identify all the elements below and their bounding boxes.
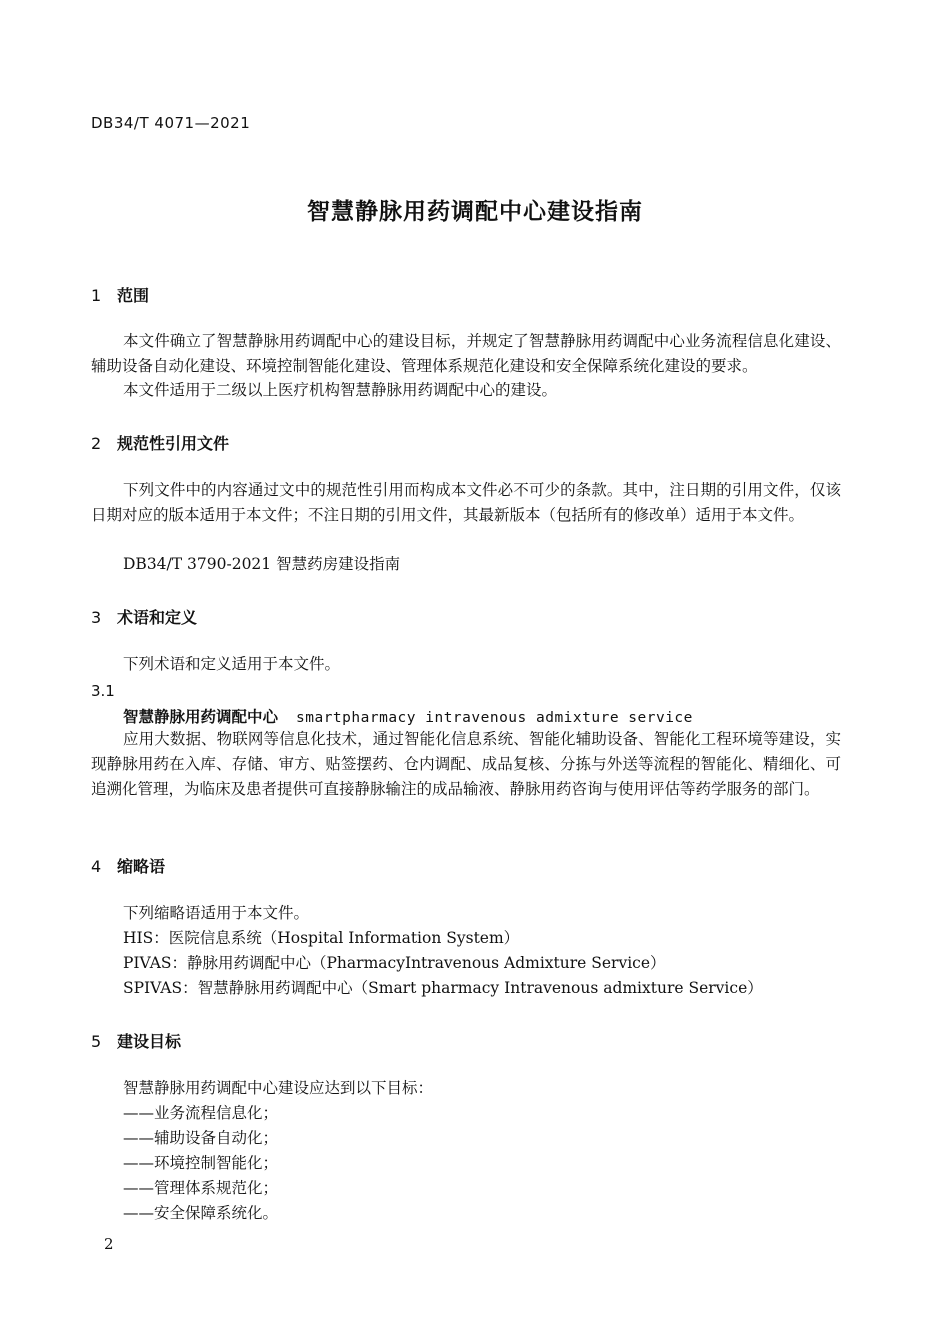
paragraph-references: 下列文件中的内容通过文中的规范性引用而构成本文件必不可少的条款。其中，注日期的引用文件，仅该日期对应的版本适用于本文件；不注日期的引用文件，其最新版本（包括所有的修改单）适用于本文件。 — [91, 481, 841, 524]
section-number: 1 — [91, 286, 102, 305]
paragraph-scope-2: 本文件适用于二级以上医疗机构智慧静脉用药调配中心的建设。 — [123, 381, 558, 399]
goals-intro: 智慧静脉用药调配中心建设应达到以下目标： — [123, 1079, 434, 1097]
goal-item: ——环境控制智能化； — [123, 1154, 279, 1172]
section-title: 范围 — [117, 286, 150, 305]
section-title: 术语和定义 — [117, 608, 198, 627]
section-number: 3 — [91, 608, 102, 627]
abbr-pivas: PIVAS：静脉用药调配中心（PharmacyIntravenous Admixture Service） — [123, 954, 666, 972]
term-definition: 应用大数据、物联网等信息化技术，通过智能化信息系统、智能化辅助设备、智能化工程环境等建设，实现静脉用药在入库、存储、审方、贴签摆药、仓内调配、成品复核、分拣与外送等流程的智能化、精细化、可追溯化管理，为临床及患者提供可直接静脉输注的成品输液、静脉用药咨询与使用评估等药学服务的部门。 — [91, 730, 841, 798]
document-code: DB34/T 4071—2021 — [91, 114, 251, 132]
section-title: 规范性引用文件 — [117, 434, 230, 453]
section-number: 2 — [91, 434, 102, 453]
goal-item: ——辅助设备自动化； — [123, 1129, 279, 1147]
section-heading-4 — [91, 854, 165, 877]
subsection-number: 3.1 — [91, 682, 115, 700]
term-english: smartpharmacy intravenous admixture service — [296, 710, 693, 726]
abbr-intro: 下列缩略语适用于本文件。 — [123, 904, 310, 922]
goal-item: ——业务流程信息化； — [123, 1104, 279, 1122]
section-heading-2 — [91, 431, 229, 454]
section-heading-1 — [91, 283, 149, 306]
section-title: 缩略语 — [117, 857, 166, 876]
section-heading-3 — [91, 605, 197, 628]
page-title: 智慧静脉用药调配中心建设指南 — [307, 199, 643, 225]
page-number: 2 — [104, 1235, 114, 1253]
section-title: 建设目标 — [117, 1032, 182, 1051]
abbr-spivas: SPIVAS：智慧静脉用药调配中心（Smart pharmacy Intravenous admixture Service） — [123, 979, 763, 997]
goal-item: ——安全保障系统化。 — [123, 1204, 279, 1222]
terms-intro: 下列术语和定义适用于本文件。 — [123, 655, 341, 673]
goal-item: ——管理体系规范化； — [123, 1179, 279, 1197]
section-number: 5 — [91, 1032, 102, 1051]
paragraph-scope-1: 本文件确立了智慧静脉用药调配中心的建设目标，并规定了智慧静脉用药调配中心业务流程信息化建设、辅助设备自动化建设、环境控制智能化建设、管理体系规范化建设和安全保障系统化建设的要求。 — [91, 332, 841, 375]
section-heading-5 — [91, 1029, 181, 1052]
abbr-his: HIS：医院信息系统（Hospital Information System） — [123, 929, 520, 947]
reference-entry: DB34/T 3790-2021 智慧药房建设指南 — [123, 555, 401, 573]
term-chinese: 智慧静脉用药调配中心 — [123, 708, 279, 726]
section-number: 4 — [91, 857, 102, 876]
term-entry — [123, 705, 693, 727]
